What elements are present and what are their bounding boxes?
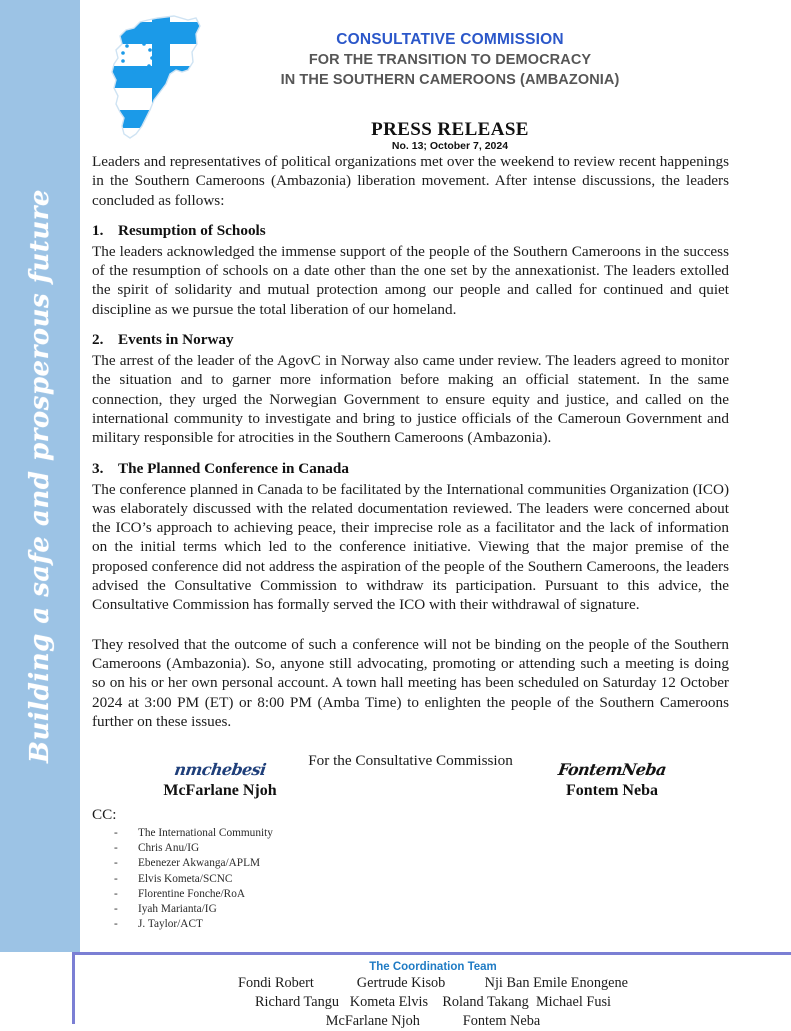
press-release-heading xyxy=(235,120,665,153)
bullet-dash: - xyxy=(114,857,118,870)
bullet-dash: - xyxy=(114,842,118,855)
press-release-number: No. 13; October 7, 2024 xyxy=(391,140,509,152)
section-paragraph-2: The arrest of the leader of the AgovC in Norway also came under review. The leaders agreed to monitor the situation and to garner more information before making an official statement. In the same connection, they urged the Norwegian Government to ensure equity and justice, and called on the international community to investigate and bring to justice officials of the Cameroun Government and military responsible for atrocities in the Southern Cameroons (Ambazonia). xyxy=(92,352,729,447)
cc-item-label: Iyah Marianta/IG xyxy=(138,903,217,916)
signatory-name-fontem-neba: Fontem Neba xyxy=(566,782,658,799)
list-item xyxy=(114,917,492,932)
cc-item-label: The International Community xyxy=(138,827,273,839)
section-title-2: Events in Norway xyxy=(118,331,234,349)
section-number-1: 1. xyxy=(92,221,104,239)
sidebar-tagline: Building a safe and prosperous future xyxy=(25,189,55,763)
signature-scrawl-mcfarlane-njoh: nmchebesi xyxy=(173,760,267,779)
footer-content xyxy=(75,955,791,1031)
list-item xyxy=(114,872,492,887)
bullet-dash: - xyxy=(114,887,118,900)
decorative-sidebar xyxy=(0,0,80,952)
list-item xyxy=(114,826,492,841)
signature-right xyxy=(502,760,722,801)
coordination-team-row-2: Richard Tangu Kometa Elvis Roland Takang Michael Fusi xyxy=(254,994,612,1010)
bullet-dash: - xyxy=(114,827,118,839)
org-title-line-1: CONSULTATIVE COMMISSION xyxy=(336,31,564,48)
list-item xyxy=(114,856,492,871)
list-item xyxy=(114,887,492,902)
ambazonia-map-flag-logo xyxy=(96,14,228,142)
section-number-3: 3. xyxy=(92,459,104,477)
cc-item-label: Florentine Fonche/RoA xyxy=(138,887,245,900)
bullet-dash: - xyxy=(114,918,118,931)
bullet-dash: - xyxy=(114,872,118,885)
intro-paragraph: Leaders and representatives of political organizations met over the weekend to review recent happenings in the Southern Cameroons (Ambazonia) liberation movement. After intense discussions, the leaders concluded as follows: xyxy=(92,153,729,209)
signoff-spacer xyxy=(92,742,729,751)
section-paragraph-3: The conference planned in Canada to be facilitated by the International communities Organization (ICO) was elaborately discussed with the related documentation reviewed. The leaders were concerned about the ICO’s approach to achieving peace, their imprecise role as a facilitator and the lack of information on the initial terms which led to the conference initiative. Viewing that the major premise of the proposed conference did not address the aspiration of the people of the Southern Cameroons, the leaders advised the Consultative Commission to withdraw its participation. Pursuant to this advice, the Consultative Commission has formally served the ICO with their withdrawal of signature. xyxy=(92,480,729,614)
signature-block xyxy=(92,760,729,810)
document-body xyxy=(92,152,729,770)
document-page xyxy=(80,0,791,1024)
signature-left xyxy=(110,760,330,801)
section-title-3: The Planned Conference in Canada xyxy=(118,459,349,477)
cc-recipient-list xyxy=(92,826,492,932)
org-title-line-2: FOR THE TRANSITION TO DEMOCRACY xyxy=(308,52,592,68)
org-title-line-3: IN THE SOUTHERN CAMEROONS (AMBAZONIA) xyxy=(280,72,620,88)
document-footer xyxy=(0,952,791,1029)
section-heading-1 xyxy=(92,221,729,241)
paragraph-spacer xyxy=(92,626,729,635)
cc-item-label: Elvis Kometa/SCNC xyxy=(138,872,233,885)
cc-block xyxy=(92,806,492,932)
list-item xyxy=(114,902,492,917)
letterhead-header xyxy=(80,0,791,152)
section-paragraph-1: The leaders acknowledged the immense support of the people of the Southern Cameroons in the success of the resumption of schools on a date other than the one set by the annexationist. The leaders extolled the spirit of solidarity and mutual protection among our people and called for continued and quiet discipline as we pursue the total liberation of our homeland. xyxy=(92,242,729,318)
sign-off-line: For the Consultative Commission xyxy=(308,752,513,770)
cc-item-label: Ebenezer Akwanga/APLM xyxy=(138,857,261,870)
signature-scrawl-fontem-neba: FontemNeba xyxy=(556,760,668,779)
organization-titles xyxy=(235,30,665,90)
cc-item-label: Chris Anu/IG xyxy=(138,842,200,855)
section-heading-2 xyxy=(92,330,729,350)
page-title: PRESS RELEASE xyxy=(371,119,529,140)
section-number-2: 2. xyxy=(92,331,104,349)
bullet-dash: - xyxy=(114,903,118,916)
cc-item-label: J. Taylor/ACT xyxy=(138,918,203,931)
closing-paragraph: They resolved that the outcome of such a conference will not be binding on the people of the Southern Cameroons (Ambazonia). So, anyone still advocating, promoting or attending such a meeting is doing so on his or her own personal account. A town hall meeting has been scheduled on Saturday 12 October 2024 at 3:00 PM (ET) or 8:00 PM (Amba Time) to enlighten the people of the Southern Cameroons further on these issues. xyxy=(92,635,729,730)
coordination-team-row-3: McFarlane Njoh Fontem Neba xyxy=(325,1013,541,1029)
coordination-team-row-1: Fondi Robert Gertrude Kisob Nji Ban Emile Enongene xyxy=(238,975,628,991)
cc-label: CC: xyxy=(92,806,117,823)
signatory-name-mcfarlane-njoh: McFarlane Njoh xyxy=(163,782,277,799)
coordination-team-title: The Coordination Team xyxy=(369,961,497,973)
section-title-1: Resumption of Schools xyxy=(118,221,266,239)
list-item xyxy=(114,841,492,856)
section-heading-3 xyxy=(92,459,729,479)
